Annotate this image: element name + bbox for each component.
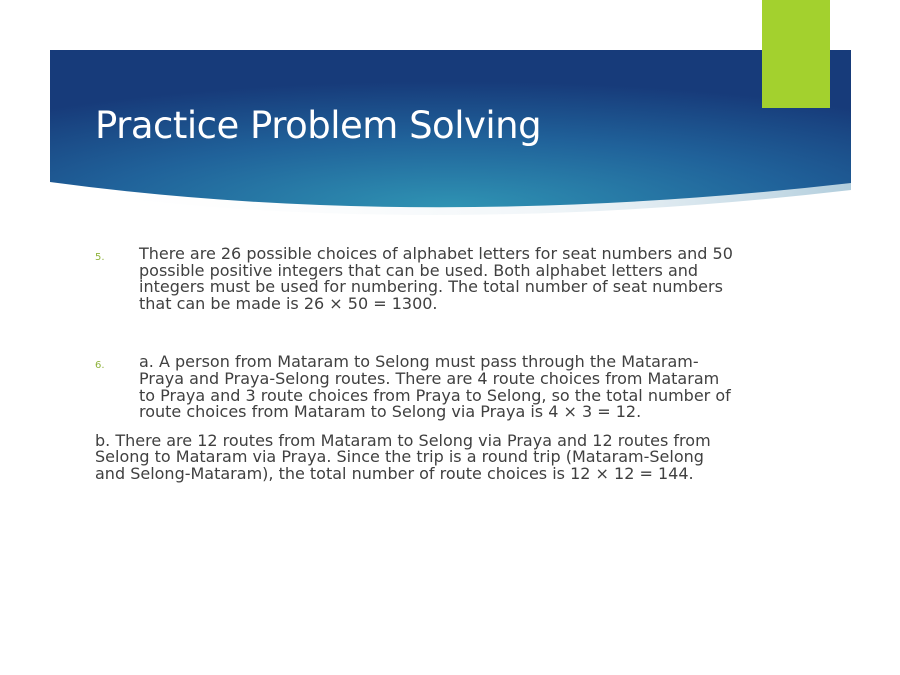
item-text: a. A person from Mataram to Selong must pass through the Mataram-Praya and Praya-Selong routes. There are 4 route choices from Mataram to Praya and 3 route choices from Praya to Selong, so the total number of route choices from Mataram to Selong via Praya is 4 × 3 = 12. xyxy=(139,352,731,422)
slide-title: Practice Problem Solving xyxy=(95,104,542,147)
item-text: There are 26 possible choices of alphabet letters for seat numbers and 50 possible positive integers that can be used. Both alphabet letters and integers must be used for numbering. The total number of seat numbers that can be made is 26 × 50 = 1300. xyxy=(139,244,733,313)
slide-content xyxy=(95,246,735,483)
item-number: 5. xyxy=(95,252,105,263)
item-number: 6. xyxy=(95,360,105,372)
accent-block xyxy=(762,0,830,108)
list-item xyxy=(95,246,735,312)
list-item xyxy=(95,354,735,420)
sub-paragraph: b. There are 12 routes from Mataram to Selong via Praya and 12 routes from Selong to Mataram via Praya. Since the trip is a round trip (Mataram-Selong and Selong-Mataram), the total number of route choices is 12 × 12 = 144. xyxy=(95,430,711,483)
